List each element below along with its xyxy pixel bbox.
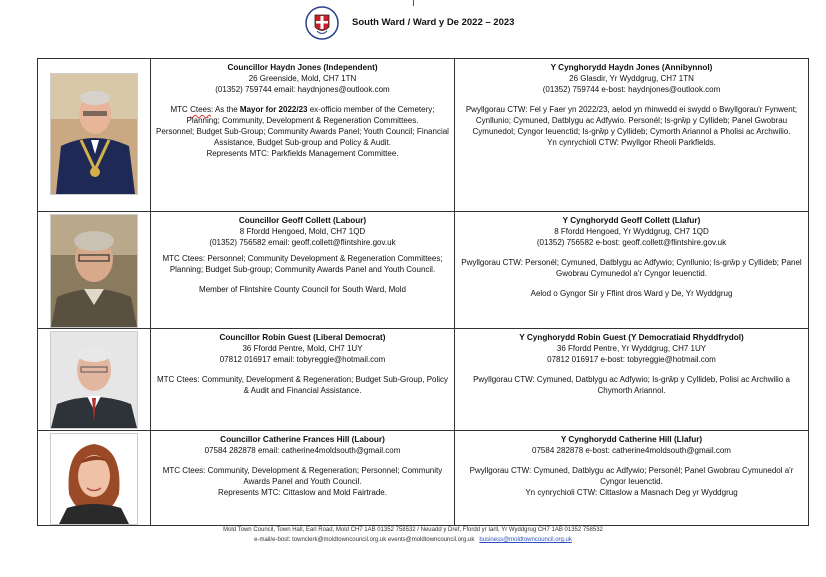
contact-details: (01352) 756582 email: geoff.collett@flintshire.gov.uk [209,238,396,247]
councillor-name: Councillor Haydn Jones (Independent) [227,63,378,72]
footer-email-list: e-mail/e-bost: townclerk@moldtowncouncil.org.uk events@moldtowncouncil.org.uk [254,537,475,543]
councillors-table [37,58,809,526]
welsh-details-cell [455,431,809,526]
welsh-details-cell [455,59,809,212]
councillor-photo-haydn-jones [50,73,138,195]
councillor-name: Councillor Robin Guest (Liberal Democrat) [219,333,386,342]
english-details-cell [151,59,455,212]
welsh-details-cell [455,329,809,431]
councillor-name-welsh: Y Cynghorydd Haydn Jones (Annibynnol) [550,63,713,72]
photo-cell [38,431,151,526]
contact-details-welsh: 07584 282878 e-bost: catherine4moldsouth@gmail.com [532,446,731,455]
table-row [38,329,809,431]
member-text: Member of Flintshire County Council for South Ward, Mold [199,285,406,294]
page-title: South Ward / Ward y De 2022 – 2023 [352,17,515,28]
represents-text-welsh: Yn cynrychioli CTW: Pwyllgor Rheoli Parkfields. [547,138,716,147]
councillor-name-welsh: Y Cynghorydd Catherine Hill (Llafur) [560,435,703,444]
welsh-details-cell [455,212,809,329]
photo-cell [38,59,151,212]
address-welsh: 26 Glasdir, Yr Wyddgrug, CH7 1TN [569,74,694,83]
councillor-photo-catherine-hill [50,433,138,525]
committees-text: MTC Ctees: Community, Development & Regeneration; Personnel; Community Awards Panel and Youth Council. [162,466,443,486]
councillor-photo-robin-guest [50,331,138,429]
address: 8 Ffordd Hengoed, Mold, CH7 1QD [239,227,366,236]
contact-details: 07812 016917 email: tobyreggie@hotmail.com [219,355,386,364]
address: 26 Greenside, Mold, CH7 1TN [248,74,357,83]
member-text-welsh: Aelod o Gyngor Sir y Fflint dros Ward y De, Yr Wyddgrug [530,289,733,298]
contact-details-welsh: (01352) 759744 e-bost: haydnjones@outlook.com [542,85,721,94]
contact-details-welsh: 07812 016917 e-bost: tobyreggie@hotmail.com [547,355,716,364]
committees-text-2: Personnel; Budget Sub-Group; Community Awards Panel; Youth Council; Financial Assistance, Budget Sub-group and Policy & Audit. [156,127,449,147]
footer-emails [0,537,826,543]
represents-text: Represents MTC: Parkfields Management Committee. [206,149,399,158]
committees-text-welsh: Pwyllgorau CTW: Fel y Faer yn 2022/23, aelod yn rhinwedd ei swydd o Bwyllgorau'r Fynwent; Cynllunio; Cymuned, Datblygu ac Adfywio. Personél; Is-grŵp y Cyllideb; Panel Gwobrau Cymunedol; Cyngor Ieuenctid; Is-grŵp y Cyllideb; Cymorth Ariannol a Pholisi ac Archwilio. [465,105,798,136]
english-details-cell [151,431,455,526]
councillor-name-welsh: Y Cynghorydd Robin Guest (Y Democratiaid Rhyddfrydol) [519,333,744,342]
table-row [38,212,809,329]
council-crest-logo [305,3,339,43]
table-row [38,59,809,212]
committees-text: MTC Ctees: Personnel; Community Development & Regeneration Committees; Planning; Budget Sub-group; Community Awards Panel and Youth Council. [162,254,443,274]
photo-cell [38,329,151,431]
footer-address: Mold Town Council, Town Hall, Earl Road, Mold CH7 1AB 01352 758532 / Neuadd y Dref, Ffordd yr Iarll, Yr Wyddgrug CH7 1AB 01352 758532 [223,527,603,533]
address-welsh: 36 Ffordd Pentre, Yr Wyddgrug, CH7 1UY [556,344,707,353]
represents-text-welsh: Yn cynrychioli CTW: Cittaslow a Masnach Deg yr Wyddgrug [525,488,738,497]
councillor-name-welsh: Y Cynghorydd Geoff Collett (Llafur) [562,216,701,225]
english-details-cell [151,329,455,431]
page-top-mark [413,0,414,6]
business-email-link[interactable]: business@moldtowncouncil.org.uk [479,537,572,543]
councillor-photo-geoff-collett [50,214,138,328]
councillor-name: Councillor Geoff Collett (Labour) [238,216,367,225]
english-details-cell [151,212,455,329]
represents-text: Represents MTC: Cittaslow and Mold Fairtrade. [218,488,387,497]
photo-cell [38,212,151,329]
address: 36 Ffordd Pentre, Mold, CH7 1UY [242,344,363,353]
contact-details-welsh: (01352) 756582 e-bost: geoff.collett@flintshire.gov.uk [536,238,727,247]
committees-text-welsh: Pwyllgorau CTW: Personél; Cymuned, Datblygu ac Adfywio; Cynllunio; Is-grŵp y Cyllideb; Panel Gwobrau Cymunedol a'r Cyngor Ieuenctid. [461,258,802,278]
committees-text-welsh: Pwyllgorau CTW: Cymuned, Datblygu ac Adfywio; Personél; Panel Gwobrau Cymunedol a'r Cyngor Ieuenctid. [469,466,794,486]
address-welsh: 8 Ffordd Hengoed, Yr Wyddgrug, CH7 1QD [554,227,709,236]
committees-text: MTC Ctees: As the Mayor for 2022/23 ex-officio member of the Cemetery; Planning; Community, Development & Regeneration Committees. [170,105,435,125]
contact-details: (01352) 759744 email: haydnjones@outlook.com [215,85,390,94]
committees-text-welsh: Pwyllgorau CTW: Cymuned, Datblygu ac Adfywio; Is-grŵp y Cyllideb, Polisi ac Archwilio a Chymorth Ariannol. [473,375,790,395]
table-row [38,431,809,526]
contact-details: 07584 282878 email: catherine4moldsouth@gmail.com [204,446,401,455]
councillor-name: Councillor Catherine Frances Hill (Labour) [220,435,385,444]
committees-text: MTC Ctees: Community, Development & Regeneration; Budget Sub-Group, Policy & Audit and Financial Assistance. [156,375,449,395]
